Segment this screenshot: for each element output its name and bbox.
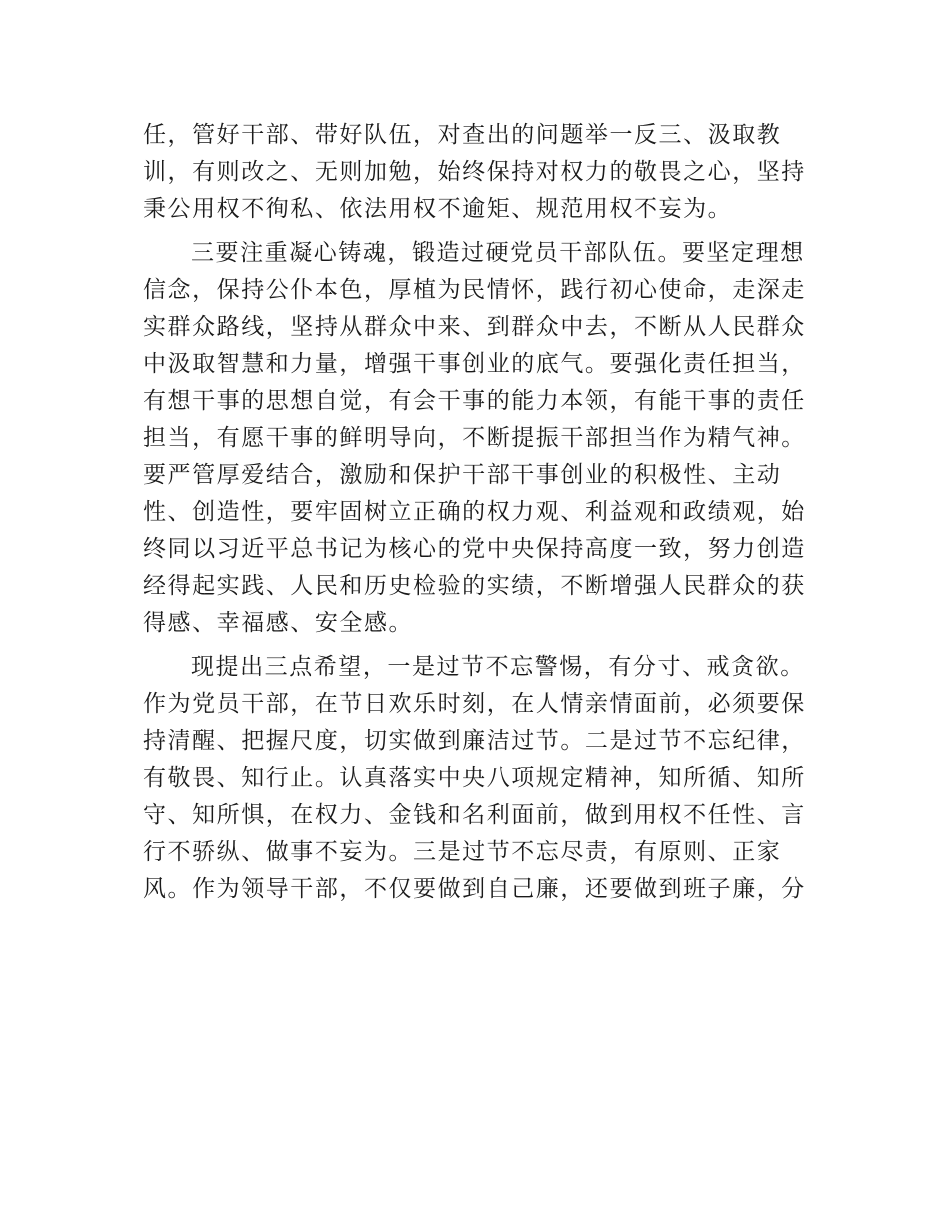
text-line: 有想干事的思想自觉，有会干事的能力本领，有能干事的责任	[143, 388, 806, 414]
text-line: 三要注重凝心铸魂，锻造过硬党员干部队伍。要坚定理想	[191, 240, 805, 266]
text-line: 训，有则改之、无则加勉，始终保持对权力的敬畏之心，坚持	[143, 159, 806, 185]
paragraph-third-requirement	[143, 235, 813, 642]
paragraph-three-hopes	[143, 649, 813, 908]
text-line: 实群众路线，坚持从群众中来、到群众中去，不断从人民群众	[143, 314, 806, 340]
text-line: 中汲取智慧和力量，增强干事创业的底气。要强化责任担当，	[143, 351, 806, 377]
text-line: 要严管厚爱结合，激励和保护干部干事创业的积极性、主动	[143, 462, 782, 488]
text-line: 终同以习近平总书记为核心的党中央保持高度一致，努力创造	[143, 536, 806, 562]
document-body	[143, 117, 813, 908]
paragraph-continuation	[143, 117, 813, 228]
text-line: 得感、幸福感、安全感。	[143, 610, 414, 636]
text-line: 经得起实践、人民和历史检验的实绩，不断增强人民群众的获	[143, 573, 806, 599]
text-line: 现提出三点希望，一是过节不忘警惕，有分寸、戒贪欲。	[191, 654, 805, 680]
text-line: 担当，有愿干事的鲜明导向，不断提振干部担当作为精气神。	[143, 425, 806, 451]
text-line: 持清醒、把握尺度，切实做到廉洁过节。二是过节不忘纪律，	[143, 728, 806, 754]
text-line: 信念，保持公仆本色，厚植为民情怀，践行初心使命，走深走	[143, 277, 806, 303]
text-line: 风。作为领导干部，不仅要做到自己廉，还要做到班子廉，分	[143, 876, 806, 902]
text-line: 性、创造性，要牢固树立正确的权力观、利益观和政绩观，始	[143, 499, 806, 525]
text-line: 任，管好干部、带好队伍，对查出的问题举一反三、汲取教	[143, 122, 782, 148]
text-line: 秉公用权不徇私、依法用权不逾矩、规范用权不妄为。	[143, 196, 733, 222]
text-line: 守、知所惧，在权力、金钱和名利面前，做到用权不任性、言	[143, 802, 806, 828]
text-line: 有敬畏、知行止。认真落实中央八项规定精神，知所循、知所	[143, 765, 806, 791]
text-line: 行不骄纵、做事不妄为。三是过节不忘尽责，有原则、正家	[143, 839, 782, 865]
text-line: 作为党员干部，在节日欢乐时刻，在人情亲情面前，必须要保	[143, 691, 806, 717]
